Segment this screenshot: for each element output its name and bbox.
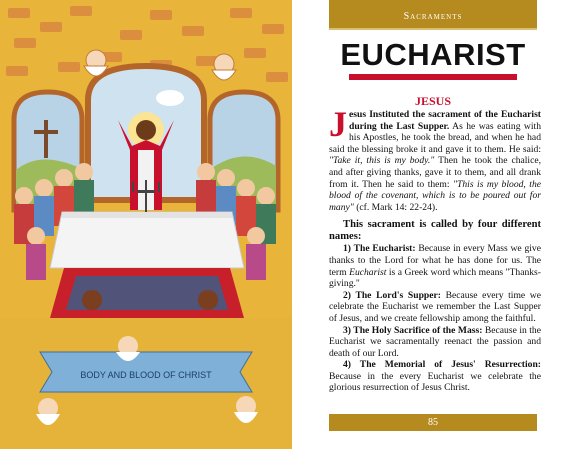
name-item-1	[329, 243, 541, 289]
page-number: 85	[428, 417, 438, 428]
names-heading: This sacrament is called by four different names:	[329, 219, 541, 243]
name-text: Because in the Eucharist we sacramentally reenact the passion and death of our Lord.	[329, 324, 541, 359]
section-header	[329, 0, 537, 30]
name-label: 4) The Memorial of Jesus' Resurrection:	[343, 359, 541, 371]
intro-text-2: Then he took the chalice, and after giving thanks, gave it to them, and all drank from it. Then he said to them:	[329, 155, 541, 190]
name-item-4	[329, 359, 541, 394]
name-label: 2) The Lord's Supper:	[343, 289, 441, 301]
intro-bold-lead: esus Instituted the sacrament of the Eucharist during the Last Supper.	[349, 109, 541, 132]
intro-text-3: (cf. Mark 14: 22-24).	[353, 201, 438, 213]
intro-quote-2: "This is my blood, the blood of the covenant, which is to be poured out for many"	[329, 178, 541, 213]
banner-text: BODY AND BLOOD OF CHRIST	[80, 370, 212, 380]
intro-text-1: As he was eating with his Apostles, he took the bread, and when he had said the blessing broke it and gave it to them. He said:	[329, 120, 541, 155]
name-text: Because every time we celebrate the Eucharist we remember the Last Supper of Jesus, and we create fellowship among the faithful.	[329, 289, 541, 324]
body-text	[329, 104, 541, 394]
title-underline	[349, 74, 517, 80]
page-subtitle: JESUS	[414, 94, 452, 108]
name-item-3	[329, 325, 541, 360]
name-text: Because in every Mass we give thanks to the Lord for what he has done for us. The term	[329, 243, 541, 278]
page-title: EUCHARIST	[340, 37, 526, 72]
name-label: 1) The Eucharist:	[343, 243, 416, 255]
text-page	[292, 0, 577, 449]
drop-cap: J	[329, 104, 347, 144]
intro-quote-1: "Take it, this is my body."	[329, 155, 435, 167]
page-footer	[329, 414, 537, 431]
name-item-2	[329, 290, 541, 325]
intro-paragraph	[329, 104, 541, 213]
name-italic: Eucharist	[349, 266, 387, 278]
section-label: Sacraments	[403, 11, 463, 22]
name-label: 3) The Holy Sacrifice of the Mass:	[343, 324, 483, 336]
name-text: Because in the every Eucharist we celebrate the glorious resurrection of Jesus Christ.	[329, 370, 541, 394]
name-text-end: is a Greek word which means "Thanks-giving."	[329, 266, 541, 290]
